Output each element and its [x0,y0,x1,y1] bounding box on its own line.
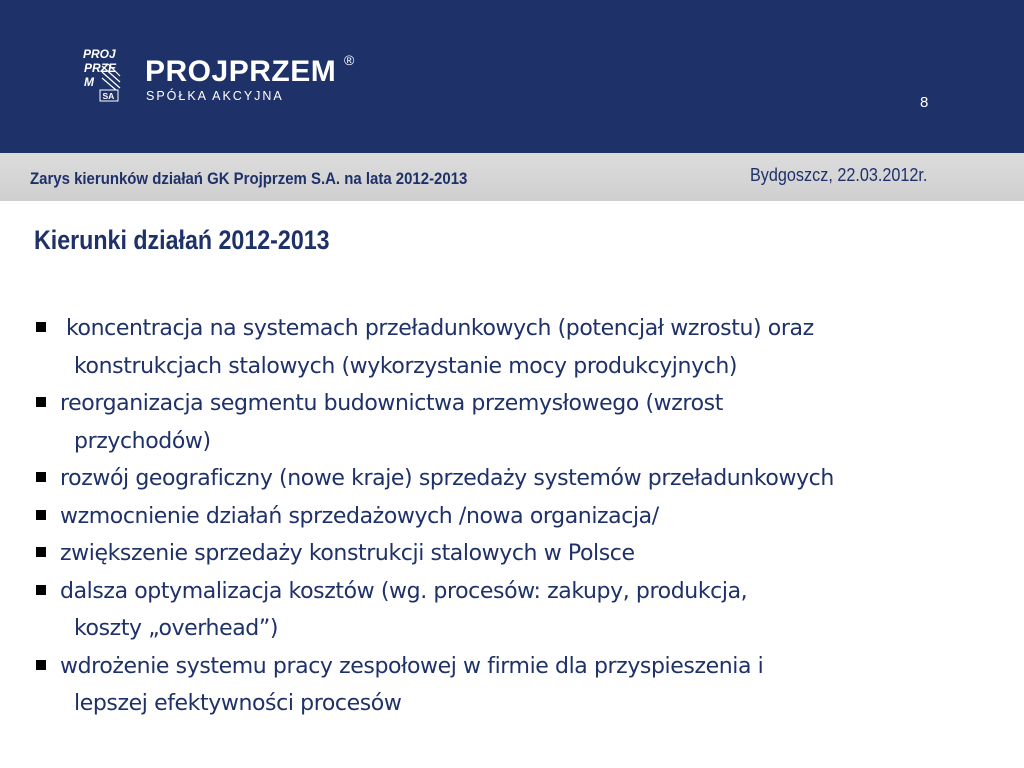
bullet-text-line: przychodów) [74,428,211,454]
presentation-title: Zarys kierunków działań GK Projprzem S.A. na lata 2012-2013 [30,169,468,188]
registered-mark: ® [344,52,355,68]
square-bullet-icon [36,472,46,482]
svg-text:PRZE: PRZE [84,61,117,75]
slide-number: 8 [920,94,929,111]
square-bullet-icon [36,510,46,520]
bullet-item [36,648,996,723]
subheader-bar [0,153,1024,201]
brand-name: PROJPRZEM [145,55,337,88]
projprzem-logo-mark [82,46,122,104]
square-bullet-icon [36,547,46,557]
square-bullet-icon [36,322,46,332]
bullet-list [36,310,996,723]
bullet-text-line: zwiększenie sprzedaży konstrukcji stalowych w Polsce [60,541,635,566]
brand-subtitle: SPÓŁKA AKCYJNA [146,89,284,103]
bullet-text-line: koncentracja na systemach przeładunkowych (potencjał wzrostu) oraz [66,316,814,341]
bullet-text-line: lepszej efektywności procesów [74,691,402,716]
bullet-text-line: rozwój geograficzny (nowe kraje) sprzedaży systemów przeładunkowych [60,466,834,491]
header-bar [0,0,1024,153]
bullet-text-line: wzmocnienie działań sprzedażowych /nowa organizacja/ [60,503,659,529]
section-title: Kierunki działań 2012-2013 [34,225,330,255]
bullet-item [36,460,996,498]
bullet-text-line: dalsza optymalizacja kosztów (wg. procesów: zakupy, produkcja, [60,578,748,604]
bullet-item [36,573,996,648]
bullet-item [36,385,996,460]
bullet-text-line: koszty „overhead”) [74,616,279,641]
bullet-item [36,498,996,536]
svg-text:SA: SA [102,91,115,101]
svg-text:M: M [84,75,94,89]
bullet-item [36,535,996,573]
square-bullet-icon [36,660,46,670]
square-bullet-icon [36,585,46,595]
square-bullet-icon [36,397,46,407]
bullet-text-line: konstrukcjach stalowych (wykorzystanie mocy produkcyjnych) [74,353,738,379]
bullet-text-line: reorganizacja segmentu budownictwa przemysłowego (wzrost [60,391,723,416]
presentation-date: Bydgoszcz, 22.03.2012r. [750,165,928,185]
bullet-item [36,310,996,385]
bullet-text-line: wdrożenie systemu pracy zespołowej w firmie dla przyspieszenia i [60,653,764,679]
svg-text:PROJ: PROJ [83,47,116,61]
